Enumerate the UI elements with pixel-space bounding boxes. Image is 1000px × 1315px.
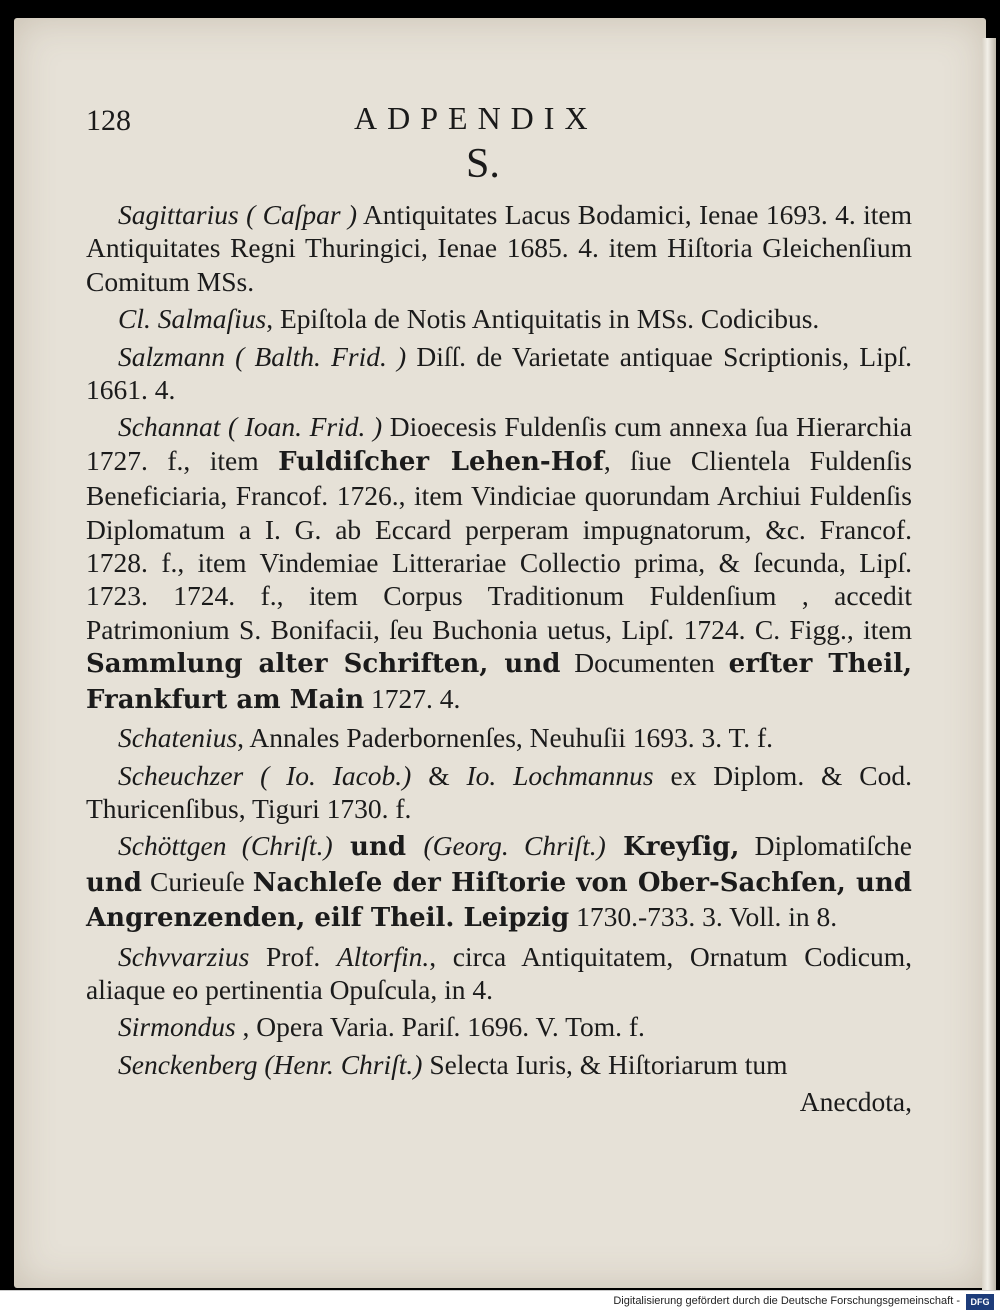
funding-notice: Digitalisierung gefördert durch die Deutsche Forschungsgemeinschaft -: [613, 1295, 960, 1307]
entry-author: Schatenius: [118, 722, 238, 754]
entry-fraktur: Sammlung alter Schriften, und: [86, 649, 561, 680]
entry-sagittarius: [86, 198, 912, 298]
entry-text: Prof.: [249, 940, 337, 972]
entry-coauthor: (Georg. Chriſt.): [423, 830, 606, 862]
catchword: Anecdota,: [799, 1086, 912, 1118]
section-letter: S.: [466, 141, 500, 187]
entry-schatenius: [86, 721, 912, 754]
entry-scheuchzer: [86, 759, 912, 826]
entry-author: Cl. Salmaſius: [118, 303, 267, 335]
entry-senckenberg: [86, 1048, 912, 1081]
entry-schvvarzius: [86, 940, 912, 1007]
entry-text: Dioecesis Fuldenſis cum annexa ſua Hierarchia 1727. f., item: [86, 411, 913, 476]
entry-author: Senckenberg (Henr. Chriſt.): [118, 1048, 423, 1080]
entry-coauthor: Io. Lochmannus: [466, 759, 654, 791]
entry-fraktur: Nachleſe der Hiſtorie von Ober-Sachſen, und Angrenzenden, eilf Theil. Leipzig: [86, 867, 912, 934]
entry-text: 1727. 4.: [364, 682, 461, 714]
entry-text: Diplomatiſche: [739, 830, 912, 862]
entry-salmasius: [86, 302, 912, 335]
entry-author: Schvvarzius: [118, 940, 250, 972]
entry-text: , Opera Varia. Pariſ. 1696. V. Tom. f.: [235, 1011, 645, 1043]
entry-author: Salzmann ( Balth. Frid. ): [118, 340, 407, 372]
page-number: 128: [86, 104, 131, 137]
entry-author: Scheuchzer ( Io. Iacob.): [118, 759, 412, 791]
entry-text: Documenten: [560, 647, 729, 679]
entry-fraktur: und: [332, 832, 424, 863]
entry-author: Schannat ( Ioan. Frid. ): [118, 411, 383, 443]
entry-author: Sirmondus: [118, 1011, 236, 1043]
entry-text: , Epiſtola de Notis Antiquitatis in MSs. Codicibus.: [266, 303, 820, 335]
entry-fraktur: Fuldiſcher Lehen-Hof: [278, 446, 604, 477]
entry-text: Selecta Iuris, & Hiſtoriarum tum: [422, 1048, 788, 1080]
bibliography-entries: [86, 198, 912, 1123]
entry-text: ex Diplom. & Cod. Thuricenſibus, Tiguri 1730. f.: [86, 759, 912, 824]
entry-text: , Annales Paderbornenſes, Neuhuſii 1693. 3. T. f.: [237, 722, 774, 754]
entry-text: , ſiue Clientela Fuldenſis Beneficiaria, Francof. 1726., item Vindiciae quorundam Archiui Fuldenſis Diplomatum a I. G. ab Eccard perperam impugnatorum, &c. Francof. 1728. f., item Vindemiae Litterariae Collectio prima, & ſecunda, Lipſ. 1723. 1724. f., item Corpus Traditionum Fuldenſium , accedit Patrimonium S. Bonifacii, ſeu Buchonia uetus, Lipſ. 1724. C. Figg., item: [86, 444, 912, 645]
entry-fraktur: Kreyſig,: [605, 832, 740, 863]
entry-text: Antiquitates Lacus Bodamici, Ienae 1693. 4. item Antiquitates Regni Thuringici, Ienae 1685. 4. item Hiſtoria Gleichenſium Comitum MSs.: [86, 199, 912, 297]
running-head: ADPENDIX: [354, 100, 598, 136]
entry-text: Curieuſe: [142, 865, 253, 897]
entry-sirmondus: [86, 1010, 912, 1043]
entry-text: Diſſ. de Varietate antiquae Scriptionis, Lipſ. 1661. 4.: [86, 340, 912, 406]
entry-schannat: [86, 410, 912, 717]
entry-place: Altorfin.: [336, 940, 430, 972]
page-edge: [982, 38, 996, 1298]
viewer-footer: [0, 1290, 1000, 1315]
entry-fraktur: und: [86, 867, 142, 898]
entry-fraktur: erſter Theil, Frankfurt am Main: [86, 649, 912, 715]
entry-author: Sagittarius ( Caſpar ): [118, 199, 358, 230]
entry-author: Schöttgen (Chriſt.): [118, 830, 333, 862]
entry-salzmann: [86, 340, 912, 407]
entry-text: 1730.-733. 3. Voll. in 8.: [569, 901, 838, 933]
entry-text: &: [411, 759, 467, 791]
dfg-logo-icon[interactable]: DFG: [966, 1294, 994, 1310]
entry-text: , circa Antiquitatem, Ornatum Codicum, aliaque eo pertinentia Opuſcula, in 4.: [86, 940, 912, 1005]
entry-schoettgen: [86, 829, 912, 935]
